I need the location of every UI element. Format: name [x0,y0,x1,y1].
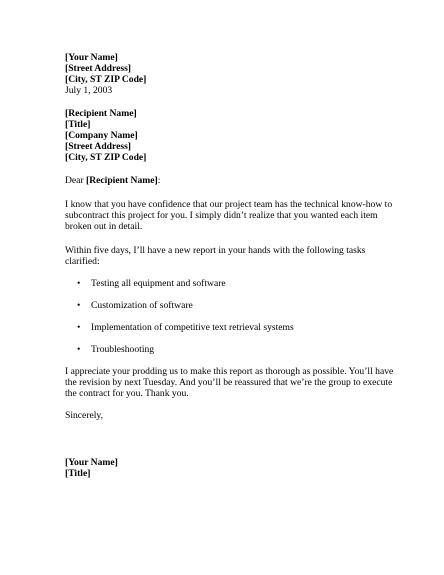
body-paragraph-1: I know that you have confidence that our project team has the technical know-how to subcontract this project for you. I simply didn’t realize that you wanted each item broken out in detail. [65,199,393,232]
recipient-street: [Street Address] [65,141,131,152]
recipient-name: [Recipient Name] [65,108,137,119]
task-text: Troubleshooting [91,344,155,355]
signature-name: [Your Name] [65,457,118,468]
recipient-title: [Title] [65,119,91,130]
body-paragraph-3: I appreciate your prodding us to make this report as thorough as possible. You’ll have the revision by next Tuesday. And you’ll be reassured that we’re the group to execute the contract for you. Thank you. [65,366,394,399]
letter-date: July 1, 2003 [65,85,113,96]
task-list [65,278,404,355]
task-text: Testing all equipment and software [91,278,226,289]
sender-name: [Your Name] [65,52,118,63]
salutation-suffix: : [157,175,161,186]
salutation [65,175,404,186]
task-text: Implementation of competitive text retrieval systems [91,322,294,333]
signature-title: [Title] [65,468,91,479]
salutation-prefix: Dear [65,175,87,186]
task-text: Customization of software [91,300,193,311]
recipient-address-block [65,108,404,163]
list-item [65,344,404,355]
bullet-icon: • [77,344,81,355]
list-item [65,278,404,289]
bullet-icon: • [77,300,81,311]
bullet-icon: • [77,278,81,289]
list-item [65,300,404,311]
recipient-city: [City, ST ZIP Code] [65,152,147,163]
signature-block [65,457,404,479]
salutation-name: [Recipient Name] [86,175,158,186]
closing: Sincerely, [65,410,104,421]
bullet-icon: • [77,322,81,333]
body-paragraph-2: Within five days, I’ll have a new report in your hands with the following tasks clarified: [65,245,366,267]
list-item [65,322,404,333]
recipient-company: [Company Name] [65,130,138,141]
sender-street: [Street Address] [65,63,131,74]
sender-address-block [65,52,404,96]
sender-city: [City, ST ZIP Code] [65,74,147,85]
